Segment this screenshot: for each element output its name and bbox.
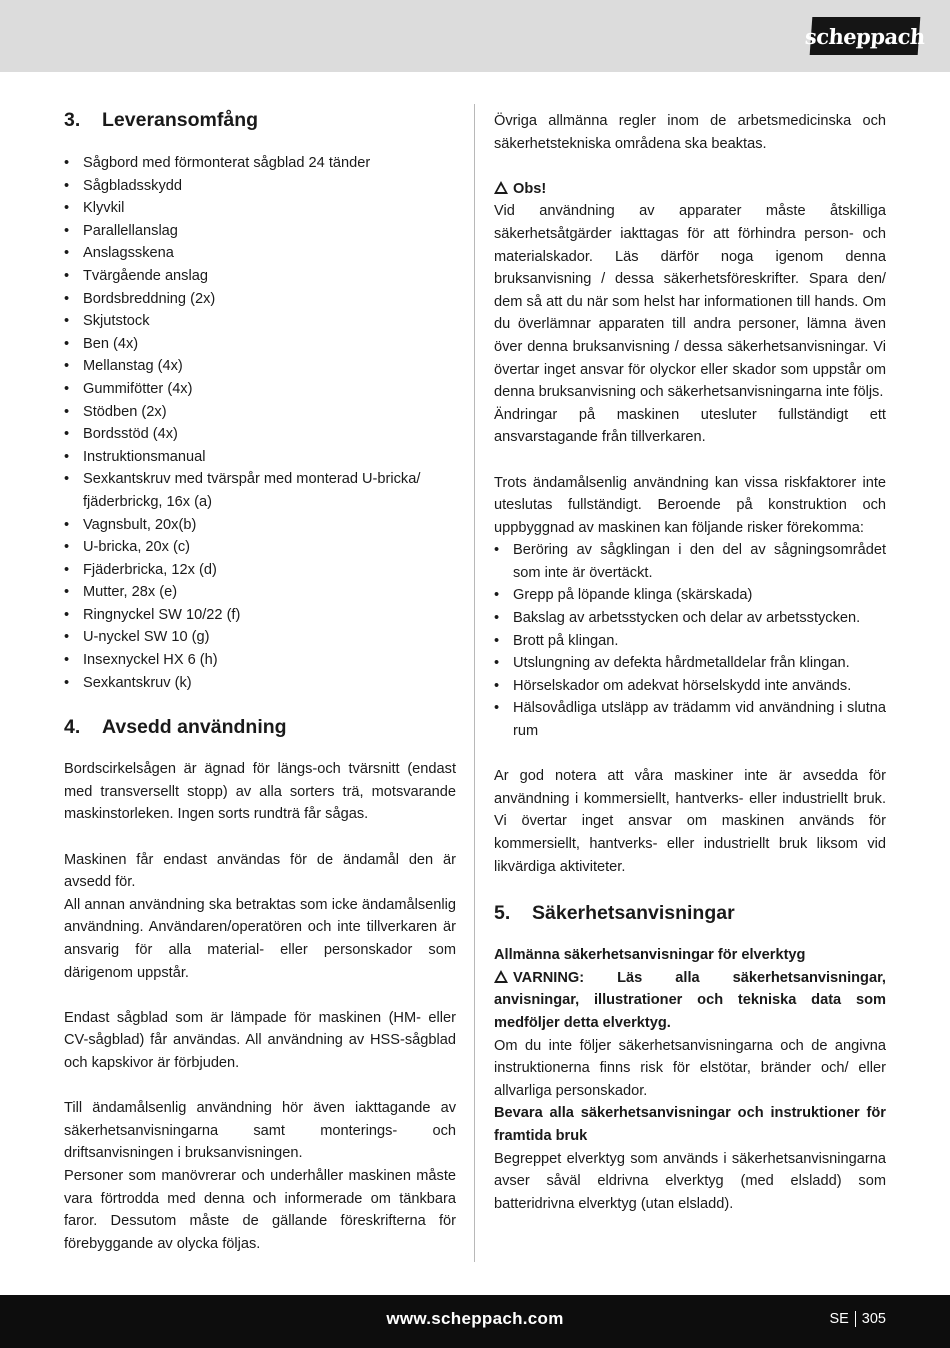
delivery-item (64, 604, 456, 627)
bullet-icon: • (494, 677, 500, 694)
list-item-text: U-bricka, 20x (c) (83, 539, 191, 556)
bullet-icon: • (64, 561, 70, 578)
header-bar (0, 0, 950, 72)
left-column (64, 105, 456, 1255)
bullet-icon: • (64, 471, 70, 488)
obs-label: Obs! (513, 180, 547, 197)
list-item-text: Sexkantskruv (k) (83, 674, 192, 691)
list-item-text: Utslungning av defekta hårdmetalldelar från klingan. (513, 655, 850, 672)
risk-item (494, 675, 886, 698)
delivery-item (64, 175, 456, 198)
bullet-icon: • (64, 629, 70, 646)
risk-item (494, 697, 886, 742)
bullet-icon: • (494, 632, 500, 649)
bullet-icon: • (64, 426, 70, 443)
bullet-icon: • (64, 584, 70, 601)
list-item-text: Mellanstag (4x) (83, 358, 183, 375)
delivery-item (64, 626, 456, 649)
bullet-icon: • (64, 290, 70, 307)
list-item-text: Hälsovådliga utsläpp av trädamm vid användning i slutna rum (513, 700, 886, 740)
section-4-heading (64, 712, 456, 742)
separator (855, 1311, 856, 1327)
paragraph: Vid användning av apparater måste åtskilliga säkerhetsåtgärder iakttagas för att förhindra person- och materialskador. Läs därför noga igenom denna bruksanvisning / dessa säkerhetsföreskrifter. Spara den/ dem så att du när som helst har informationen till hands. Om du överlämnar apparaten till andra personer, lämna även över denna bruksanvisning / dessa säkerhetsanvisningar. Vi övertar inget ansvar för olyckor eller skador som uppstår om denna bruksanvisning och säkerhetsanvisningarna inte följs. (494, 203, 886, 401)
risk-item (494, 630, 886, 653)
paragraph: Ändringar på maskinen utesluter fullständigt ett ansvarstagande från tillverkaren. (494, 406, 886, 446)
bullet-icon: • (64, 358, 70, 375)
list-item-text: Bordsbreddning (2x) (83, 290, 216, 307)
paragraph: Till ändamålsenlig användning hör även iakttagande av säkerhetsanvisningarna samt monterings- och driftsanvisningen i bruksanvisningen. (64, 1100, 456, 1162)
website-url: www.scheppach.com (386, 1309, 564, 1328)
risk-item (494, 652, 886, 675)
bullet-icon: • (494, 587, 500, 604)
warning-paragraph (494, 967, 886, 1035)
warning-text: VARNING: Läs alla säkerhetsanvisningar, anvisningar, illustrationer och tekniska data som medföljer detta elverktyg. (494, 969, 886, 1031)
risk-item (494, 584, 886, 607)
delivery-item (64, 536, 456, 559)
bullet-icon: • (64, 403, 70, 420)
risk-list (494, 539, 886, 742)
bullet-icon: • (64, 177, 70, 194)
list-item-text: Hörselskador om adekvat hörselskydd inte används. (513, 677, 852, 694)
bullet-icon: • (64, 267, 70, 284)
page-number: 305 (861, 1311, 886, 1327)
delivery-item (64, 423, 456, 446)
section-5-heading (494, 898, 886, 928)
delivery-item (64, 649, 456, 672)
paragraph: All annan användning ska betraktas som icke ändamålsenlig användning. Användaren/operatören och inte tillverkaren är ansvarig för alla material- eller personskador som därigenom uppstår. (64, 896, 456, 981)
list-item-text: Insexnyckel HX 6 (h) (83, 652, 218, 669)
bullet-icon: • (64, 539, 70, 556)
list-item-text: Ringnyckel SW 10/22 (f) (83, 606, 241, 623)
scope-of-delivery-list (64, 152, 456, 694)
list-item-text: Mutter, 28x (e) (83, 584, 178, 601)
bullet-icon: • (494, 542, 500, 559)
warning-triangle-icon (494, 181, 508, 194)
risk-item (494, 607, 886, 630)
list-item-text: Sexkantskruv med tvärspår med monterad U-bricka/ fjäderbrickg, 16x (a) (83, 471, 421, 510)
section-number: 4. (64, 716, 81, 739)
list-item-text: Instruktionsmanual (83, 448, 206, 465)
list-item-text: Klyvkil (83, 200, 125, 217)
list-item-text: Vagnsbult, 20x(b) (83, 516, 197, 533)
warning-triangle-icon (494, 970, 508, 983)
list-item-text: Fjäderbricka, 12x (d) (83, 561, 217, 578)
bullet-icon: • (64, 674, 70, 691)
risk-item (494, 539, 886, 584)
delivery-item (64, 401, 456, 424)
bullet-icon: • (64, 313, 70, 330)
list-item-text: Beröring av sågklingan i den del av sågningsområdet som inte är övertäckt. (513, 542, 886, 581)
paragraph: Ar god notera att våra maskiner inte är avsedda för användning i kommersiellt, hantverks- eller industriellt bruk. Vi övertar inget ansvar om maskinen används för kommersiellt, hantverks- eller industriellt bruk liksom vid likvärdiga aktiviteter. (494, 768, 886, 875)
section-3-heading (64, 105, 456, 135)
subheading: Bevara alla säkerhetsanvisningar och instruktioner för framtida bruk (494, 1105, 886, 1144)
delivery-item (64, 265, 456, 288)
delivery-item (64, 242, 456, 265)
bullet-icon: • (64, 448, 70, 465)
section-number: 3. (64, 109, 81, 131)
list-item-text: Anslagsskena (83, 245, 174, 262)
section-title: Säkerhetsanvisningar (532, 902, 735, 925)
delivery-item (64, 152, 456, 175)
paragraph: Endast sågblad som är lämpade för maskinen (HM- eller CV-sågblad) får användas. All användning av HSS-sågblad och kapskivor är förbjuden. (64, 1009, 456, 1071)
bullet-icon: • (64, 380, 70, 397)
delivery-item (64, 446, 456, 469)
list-item-text: Stödben (2x) (83, 403, 167, 420)
delivery-item (64, 378, 456, 401)
scheppach-logo: scheppach (810, 17, 921, 55)
list-item-text: Bakslag av arbetsstycken och delar av arbetsstycken. (513, 610, 861, 627)
delivery-item (64, 672, 456, 695)
paragraph: Trots ändamålsenlig användning kan vissa riskfaktorer inte uteslutas fullständigt. Beroende på konstruktion och uppbyggnad av maskinen kan följande risker förekomma: (494, 474, 886, 536)
delivery-item (64, 559, 456, 582)
bullet-icon: • (64, 155, 70, 171)
delivery-item (64, 581, 456, 604)
footer-bar (0, 1295, 950, 1348)
paragraph: Övriga allmänna regler inom de arbetsmedicinska och säkerhetstekniska områdena ska beaktas. (494, 113, 886, 152)
delivery-item (64, 310, 456, 333)
page-indicator (829, 1311, 886, 1327)
list-item-text: Bordsstöd (4x) (83, 426, 178, 443)
list-item-text: Grepp på löpande klinga (skärskada) (513, 587, 753, 604)
section-title: Avsedd användning (102, 716, 287, 739)
delivery-item (64, 197, 456, 220)
list-item-text: U-nyckel SW 10 (g) (83, 629, 210, 646)
delivery-item (64, 220, 456, 243)
bullet-icon: • (494, 700, 500, 717)
bullet-icon: • (64, 245, 70, 262)
list-item-text: Parallellanslag (83, 222, 178, 239)
delivery-item (64, 468, 456, 513)
section-number: 5. (494, 902, 511, 925)
delivery-item (64, 288, 456, 311)
paragraph: Maskinen får endast användas för de ändamål den är avsedd för. (64, 851, 456, 891)
list-item-text: Tvärgående anslag (83, 267, 208, 284)
delivery-item (64, 355, 456, 378)
bullet-icon: • (494, 655, 500, 672)
paragraph: Bordscirkelsågen är ägnad för längs-och tvärsnitt (endast med transversellt stopp) av alla sorters trä, motsvarande maskinstorleken. Ingen sorts rundträ får sågas. (64, 761, 456, 823)
bullet-icon: • (64, 606, 70, 623)
delivery-item (64, 514, 456, 537)
bullet-icon: • (64, 200, 70, 217)
list-item-text: Ben (4x) (83, 335, 139, 352)
bullet-icon: • (64, 335, 70, 352)
bullet-icon: • (64, 652, 70, 669)
subheading: Allmänna säkerhetsanvisningar för elverktyg (494, 947, 806, 964)
paragraph: Om du inte följer säkerhetsanvisningarna och de angivna instruktionerna finns risk för elstötar, bränder och/ eller allvarliga personskador. (494, 1037, 886, 1099)
column-divider (474, 104, 475, 1262)
bullet-icon: • (494, 610, 500, 627)
list-item-text: Gummifötter (4x) (83, 380, 193, 397)
obs-note (494, 178, 886, 201)
list-item-text: Brott på klingan. (513, 632, 619, 649)
section-title: Leveransomfång (102, 109, 259, 131)
list-item-text: Skjutstock (83, 313, 150, 330)
list-item-text: Sågbord med förmonterat sågblad 24 tänder (83, 155, 371, 171)
language-code: SE (829, 1311, 849, 1327)
paragraph: Personer som manövrerar och underhåller maskinen måste vara förtrodda med denna och informerade om tänkbara faror. Dessutom måste de gällande föreskrifterna för förebyggande av olycka följas. (64, 1167, 456, 1252)
bullet-icon: • (64, 222, 70, 239)
delivery-item (64, 333, 456, 356)
right-column (494, 110, 886, 1215)
bullet-icon: • (64, 516, 70, 533)
paragraph: Begreppet elverktyg som används i säkerhetsanvisningarna avser såväl eldrivna elverktyg (med elsladd) som batteridrivna elverktyg (utan elsladd). (494, 1150, 886, 1212)
list-item-text: Sågbladsskydd (83, 177, 182, 194)
